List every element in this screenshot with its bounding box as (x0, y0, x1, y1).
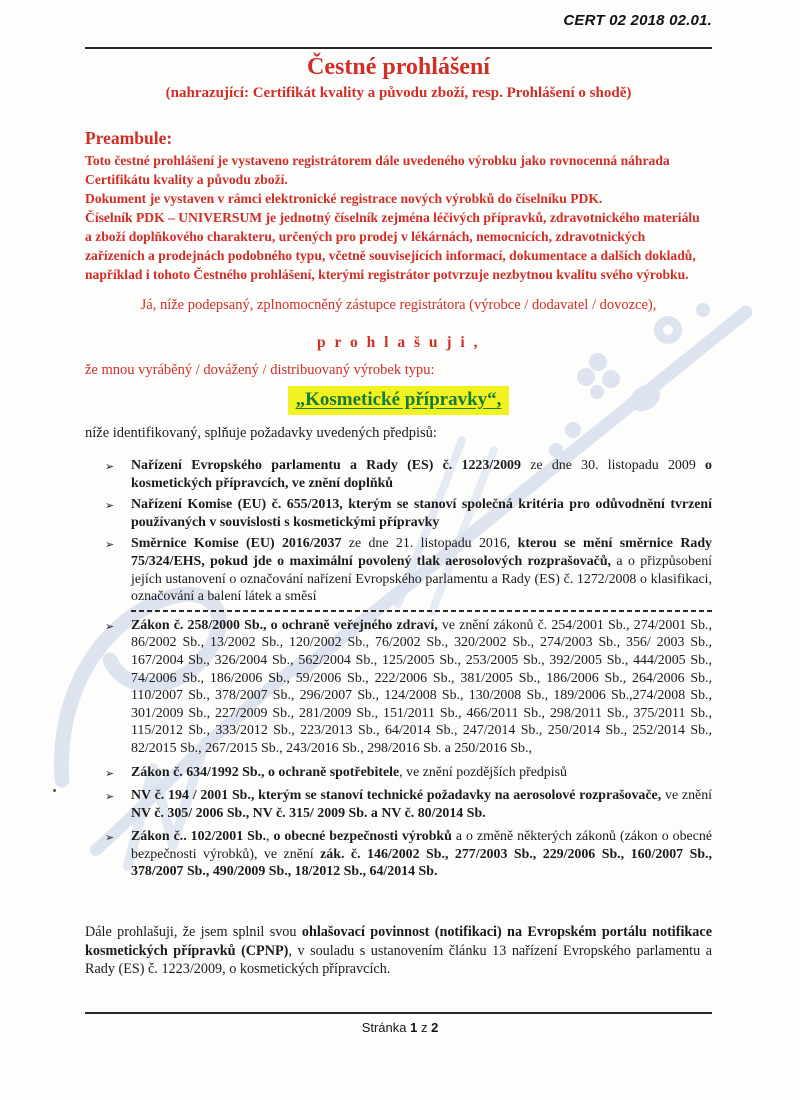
text-line: Toto čestné prohlášení je vystaveno registrátorem dále uvedeného výrobku jako rovnocenná náhrada (85, 153, 670, 168)
list-item (105, 764, 712, 782)
arrow-bullet-icon: ➢ (105, 766, 115, 780)
arrow-bullet-icon: ➢ (105, 460, 115, 473)
declaration-word: p r o h l a š u j i , (317, 334, 480, 351)
preamble-text (85, 151, 712, 284)
header-divider (85, 47, 712, 49)
list-item-text: Zákon č. 634/1992 Sb., o ochraně spotřebitele, ve znění pozdějších předpisů (131, 764, 567, 780)
list-item (105, 828, 712, 881)
list-item (105, 617, 712, 758)
laws-list (85, 617, 712, 881)
arrow-bullet-icon: ➢ (105, 831, 115, 845)
dashed-divider (131, 610, 712, 612)
document-code: CERT 02 2018 02.01. (563, 12, 712, 29)
text-line: například i tohoto Čestného prohlášení, kterými registrátor potvrzuje nezbytnou kvalitu svého výrobku. (85, 267, 689, 282)
list-item-text: Nařízení Komise (EU) č. 655/2013, kterým se stanoví společná kritéria pro odůvodnění tvrzení používaných v souvislosti s kosmetickými přípravky (131, 497, 712, 530)
list-item (105, 535, 712, 605)
product-type-row (85, 386, 712, 415)
compliance-intro: níže identifikovaný, splňuje požadavky uvedených předpisů: (85, 425, 437, 441)
notification-paragraph: Dále prohlašuji, že jsem splnil svou ohlašovací povinnost (notifikaci) na Evropském portálu notifikace kosmetických přípravků (CPNP), v souladu s ustanovením článku 13 nařízení Evropského parlamentu a Rady (ES) č. 1223/2009, o kosmetických přípravcích. (85, 924, 712, 978)
list-item-text: Nařízení Evropského parlamentu a Rady (ES) č. 1223/2009 ze dne 30. listopadu 2009 o kosmetických přípravcích, ve znění doplňků (131, 458, 712, 491)
arrow-bullet-icon: ➢ (105, 538, 115, 552)
text-line: Dokument je vystaven v rámci elektronické registrace nových výrobků do číselníku PDK. (85, 191, 603, 206)
list-item-text: NV č. 194 / 2001 Sb., kterým se stanoví technické požadavky na aerosolové rozprašovače, ve znění NV č. 305/ 2006 Sb., NV č. 315/ 2009 Sb. a NV č. 80/2014 Sb. (131, 788, 712, 821)
page-number: Stránka 1 z 2 (361, 1020, 439, 1035)
list-item (105, 496, 712, 531)
regulations-list (85, 457, 712, 606)
list-item (105, 787, 712, 822)
product-type-highlight: „Kosmetické přípravky“, (288, 386, 510, 415)
text-line: Certifikátu kvality a původu zboží. (85, 172, 288, 187)
page-subtitle: (nahrazující: Certifikát kvality a původu zboží, resp. Prohlášení o shodě) (165, 85, 632, 101)
arrow-bullet-icon: ➢ (105, 619, 115, 633)
text-line: zařízeních a prodejnách podobného typu, včetně souvisejících informací, dokumentace a dalších dokladů, (85, 248, 696, 263)
footer-divider (85, 1012, 712, 1014)
text-line: Číselník PDK – UNIVERSUM je jednotný číselník zejména léčivých přípravků, zdravotnického materiálu (85, 210, 700, 225)
list-item-text: Zákon č. 258/2000 Sb., o ochraně veřejného zdraví, ve znění zákonů č. 254/2001 Sb., 274/2001 Sb., 86/2002 Sb., 13/2002 Sb., 120/2002 Sb., 76/2002 Sb., 320/2002 Sb., 274/2003 Sb., 356/ 2003 Sb., 167/2004 Sb., 326/2004 Sb., 562/2004 Sb., 125/2005 Sb., 253/2005 Sb., 392/2005 Sb., 444/2005 Sb., 74/2006 Sb., 186/2006 Sb., 59/2006 Sb., 222/2006 Sb., 381/2005 Sb., 186/2006 Sb., 264/2006 Sb., 110/2007 Sb., 378/2007 Sb., 296/2007 Sb., 124/2008 Sb., 130/2008 Sb., 189/2006 Sb.,274/2008 Sb., 301/2009 Sb., 227/2009 Sb., 281/2009 Sb., 151/2011 Sb., 466/2011 Sb., 298/2011 Sb., 375/2011 Sb., 115/2012 Sb., 333/2012 Sb., 223/2013 Sb., 64/2014 Sb., 247/2014 Sb., 250/2014 Sb., 252/2014 Sb., 82/2015 Sb., 267/2015 Sb., 243/2016 Sb., 298/2016 Sb. a 250/2016 Sb., (131, 617, 712, 756)
list-item-text: Směrnice Komise (EU) 2016/2037 ze dne 21. listopadu 2016, kterou se mění směrnice Rady 75/324/EHS, pokud jde o maximální povolený tlak aerosolových rozprašovačů, a o přizpůsobení jejích ustanovení o označování nařízení Evropského parlamentu a Rady (ES) č. 1272/2008 o klasifikaci, označování a balení látek a směsí (131, 536, 713, 605)
declarant-opening-line: Já, níže podepsaný, zplnomocněný zástupce registrátora (výrobce / dodavatel / dovozce), (140, 297, 657, 313)
arrow-bullet-icon: ➢ (105, 790, 115, 804)
preamble-heading: Preambule: (85, 128, 173, 148)
list-item-text: Zákon č.. 102/2001 Sb., o obecné bezpečnosti výrobků a o změně některých zákonů (zákon o obecné bezpečnosti výrobků), ve znění zák. č. 146/2002 Sb., 277/2003 Sb., 229/2006 Sb., 160/2007 Sb., 378/2007 Sb., 490/2009 Sb., 18/2012 Sb., 64/2014 Sb. (131, 829, 712, 880)
product-type-intro: že mnou vyráběný / dovážený / distribuovaný výrobek typu: (85, 362, 435, 378)
arrow-bullet-icon: ➢ (105, 499, 115, 513)
text-line: a zboží doplňkového charakteru, určených pro prodej v lékárnách, nemocnicích, zdravotnických (85, 229, 646, 244)
list-item (105, 457, 712, 492)
page-title: Čestné prohlášení (307, 54, 490, 80)
